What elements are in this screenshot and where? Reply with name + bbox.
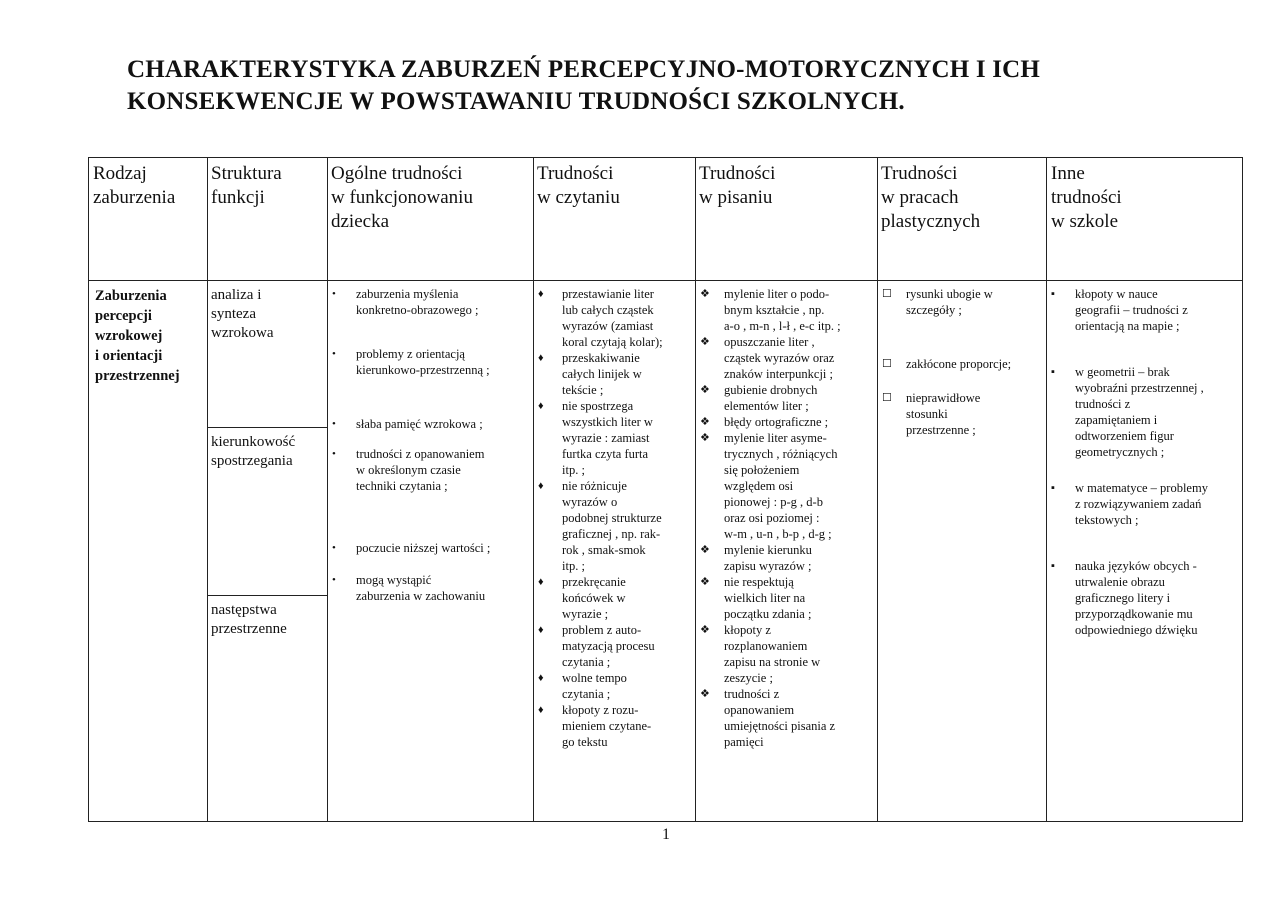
- reading-bullet-icon: ♦: [538, 672, 544, 684]
- other-item: [1051, 286, 1241, 334]
- reading-bullet-icon: ♦: [538, 704, 544, 716]
- reading-item-line: wyrazów (zamiast: [562, 319, 654, 333]
- reading-item-line: mieniem czytane-: [562, 719, 652, 733]
- reading-item: [538, 350, 694, 398]
- other-item-line: nauka języków obcych -: [1075, 559, 1197, 573]
- general-item-line: problemy z orientacją: [356, 347, 465, 361]
- reading-item-line: wyrazie ;: [562, 607, 609, 621]
- general-difficulties-list: [332, 286, 532, 604]
- art-bullet-icon: ☐: [882, 288, 892, 300]
- reading-item-line: tekście ;: [562, 383, 604, 397]
- reading-item-line: przeskakiwanie: [562, 351, 640, 365]
- structure-directionality: kierunkowość spostrzegania: [211, 434, 296, 469]
- column-divider: [1046, 158, 1047, 821]
- reading-item: [538, 398, 694, 478]
- writing-item: [700, 334, 876, 382]
- writing-item-line: oraz osi poziomej :: [724, 511, 820, 525]
- general-item-line: w określonym czasie: [356, 463, 461, 477]
- reading-item-line: czytania ;: [562, 687, 611, 701]
- reading-item-line: wyrazów o: [562, 495, 618, 509]
- writing-item-line: opanowaniem: [724, 703, 795, 717]
- other-item-line: przyporządkowanie mu: [1075, 607, 1193, 621]
- general-item: [332, 540, 532, 556]
- reading-item-line: graficznej , np. rak-: [562, 527, 661, 541]
- reading-item-line: końcówek w: [562, 591, 626, 605]
- reading-item: [538, 286, 694, 350]
- general-item-line: trudności z opanowaniem: [356, 447, 485, 461]
- art-bullet-icon: ☐: [882, 392, 892, 404]
- art-item-line: szczegóły ;: [906, 303, 962, 317]
- writing-item: [700, 542, 876, 574]
- reading-item-line: przestawianie liter: [562, 287, 654, 301]
- other-item-line: w geometrii – brak: [1075, 365, 1170, 379]
- other-item-line: odtworzeniem figur: [1075, 429, 1174, 443]
- other-bullet-icon: ▪: [1051, 560, 1055, 572]
- writing-item-line: w-m , u-n , b-p , d-g ;: [724, 527, 832, 541]
- reading-bullet-icon: ♦: [538, 576, 544, 588]
- general-item-line: kierunkowo-przestrzenną ;: [356, 363, 490, 377]
- reading-item-line: wolne tempo: [562, 671, 627, 685]
- art-item-line: stosunki: [906, 407, 948, 421]
- writing-bullet-icon: ❖: [700, 688, 710, 700]
- writing-bullet-icon: ❖: [700, 624, 710, 636]
- writing-item-line: się położeniem: [724, 463, 800, 477]
- art-difficulties-list: [882, 286, 1045, 438]
- other-item: [1051, 480, 1241, 528]
- header-other-difficulties: Inne trudności w szkole: [1051, 163, 1122, 232]
- reading-item: [538, 670, 694, 702]
- other-item-line: tekstowych ;: [1075, 513, 1139, 527]
- general-item: [332, 446, 532, 494]
- writing-item-line: opuszczanie liter ,: [724, 335, 815, 349]
- structure-divider: [207, 595, 327, 596]
- writing-item: [700, 430, 876, 542]
- writing-item-line: zapisu wyrazów ;: [724, 559, 812, 573]
- reading-item-line: matyzacją procesu: [562, 639, 655, 653]
- column-divider: [877, 158, 878, 821]
- structure-spatial-relations: następstwa przestrzenne: [211, 602, 287, 637]
- column-divider: [327, 158, 328, 821]
- art-item-line: nieprawidłowe: [906, 391, 981, 405]
- general-item: [332, 346, 532, 378]
- structure-divider: [207, 427, 327, 428]
- art-item: [882, 356, 1045, 372]
- other-bullet-icon: ▪: [1051, 288, 1055, 300]
- writing-item: [700, 574, 876, 622]
- art-item: [882, 286, 1045, 318]
- art-item: [882, 390, 1045, 438]
- other-bullet-icon: ▪: [1051, 366, 1055, 378]
- reading-item-line: czytania ;: [562, 655, 611, 669]
- other-difficulties-list: [1051, 286, 1241, 638]
- general-item-line: zaburzenia myślenia: [356, 287, 459, 301]
- art-bullet-icon: ☐: [882, 358, 892, 370]
- reading-item: [538, 702, 694, 750]
- reading-difficulties-list: [538, 286, 694, 750]
- art-item-line: rysunki ubogie w: [906, 287, 993, 301]
- reading-item-line: nie różnicuje: [562, 479, 627, 493]
- general-bullet-icon: •: [332, 574, 336, 586]
- other-item-line: utrwalenie obrazu: [1075, 575, 1165, 589]
- general-item-line: słaba pamięć wzrokowa ;: [356, 417, 483, 431]
- reading-item-line: lub całych cząstek: [562, 303, 654, 317]
- header-writing-difficulties: Trudności w pisaniu: [699, 163, 776, 208]
- reading-item-line: problem z auto-: [562, 623, 642, 637]
- writing-item: [700, 286, 876, 334]
- writing-bullet-icon: ❖: [700, 336, 710, 348]
- page-number: 1: [662, 826, 670, 843]
- other-item-line: geometrycznych ;: [1075, 445, 1165, 459]
- general-item: [332, 416, 532, 432]
- writing-item-line: pionowej : p-g , d-b: [724, 495, 823, 509]
- writing-bullet-icon: ❖: [700, 544, 710, 556]
- general-bullet-icon: •: [332, 542, 336, 554]
- header-disorder-type: Rodzaj zaburzenia: [93, 163, 176, 208]
- general-bullet-icon: •: [332, 418, 336, 430]
- writing-bullet-icon: ❖: [700, 432, 710, 444]
- reading-item-line: wszystkich liter w: [562, 415, 653, 429]
- general-item-line: poczucie niższej wartości ;: [356, 541, 491, 555]
- writing-item-line: gubienie drobnych: [724, 383, 818, 397]
- other-item-line: trudności z: [1075, 397, 1131, 411]
- general-item-line: zaburzenia w zachowaniu: [356, 589, 486, 603]
- reading-item-line: całych linijek w: [562, 367, 642, 381]
- writing-bullet-icon: ❖: [700, 416, 710, 428]
- reading-item-line: podobnej strukturze: [562, 511, 662, 525]
- general-bullet-icon: •: [332, 348, 336, 360]
- column-divider: [533, 158, 534, 821]
- header-function-structure: Struktura funkcji: [211, 163, 282, 208]
- structure-visual-analysis: analiza i synteza wzrokowa: [211, 287, 274, 341]
- writing-item-line: umiejętności pisania z: [724, 719, 836, 733]
- art-item-line: zakłócone proporcje;: [906, 357, 1012, 371]
- writing-item-line: elementów liter ;: [724, 399, 809, 413]
- writing-item-line: nie respektują: [724, 575, 794, 589]
- general-item-line: konkretno-obrazowego ;: [356, 303, 479, 317]
- reading-bullet-icon: ♦: [538, 480, 544, 492]
- column-divider: [207, 158, 208, 821]
- writing-item-line: kłopoty z: [724, 623, 771, 637]
- header-divider: [89, 280, 1242, 281]
- writing-bullet-icon: ❖: [700, 384, 710, 396]
- other-item-line: z rozwiązywaniem zadań: [1075, 497, 1202, 511]
- other-item-line: zapamiętaniem i: [1075, 413, 1158, 427]
- general-item-line: mogą wystąpić: [356, 573, 432, 587]
- reading-item: [538, 478, 694, 574]
- writing-item-line: błędy ortograficzne ;: [724, 415, 829, 429]
- reading-item-line: przekręcanie: [562, 575, 626, 589]
- writing-item-line: zapisu na stronie w: [724, 655, 821, 669]
- writing-item-line: znaków interpunkcji ;: [724, 367, 833, 381]
- writing-item-line: mylenie liter asyme-: [724, 431, 827, 445]
- writing-item: [700, 382, 876, 414]
- reading-item-line: kłopoty z rozu-: [562, 703, 639, 717]
- writing-item: [700, 686, 876, 750]
- writing-item-line: mylenie liter o podo-: [724, 287, 830, 301]
- reading-item-line: itp. ;: [562, 463, 585, 477]
- reading-bullet-icon: ♦: [538, 288, 544, 300]
- writing-difficulties-list: [700, 286, 876, 750]
- reading-item-line: rok , smak-smok: [562, 543, 646, 557]
- writing-item-line: trudności z: [724, 687, 780, 701]
- other-item-line: odpowiedniego dźwięku: [1075, 623, 1198, 637]
- general-item: [332, 572, 532, 604]
- other-item: [1051, 558, 1241, 638]
- header-art-difficulties: Trudności w pracach plastycznych: [881, 163, 981, 232]
- writing-item-line: początku zdania ;: [724, 607, 812, 621]
- header-reading-difficulties: Trudności w czytaniu: [537, 163, 620, 208]
- writing-item: [700, 414, 876, 430]
- other-item-line: geografii – trudności z: [1075, 303, 1188, 317]
- writing-item: [700, 622, 876, 686]
- reading-bullet-icon: ♦: [538, 400, 544, 412]
- reading-item: [538, 622, 694, 670]
- other-item-line: orientacją na mapie ;: [1075, 319, 1180, 333]
- reading-bullet-icon: ♦: [538, 352, 544, 364]
- reading-item-line: go tekstu: [562, 735, 608, 749]
- title-line-2: KONSEKWENCJE W POWSTAWANIU TRUDNOŚCI SZKOLNYCH.: [127, 88, 905, 115]
- reading-bullet-icon: ♦: [538, 624, 544, 636]
- reading-item-line: wyrazie : zamiast: [562, 431, 650, 445]
- writing-item-line: trycznych , różniących: [724, 447, 838, 461]
- other-item-line: kłopoty w nauce: [1075, 287, 1158, 301]
- reading-item-line: koral czytają kolar);: [562, 335, 663, 349]
- reading-item-line: nie spostrzega: [562, 399, 634, 413]
- reading-item-line: furtka czyta furta: [562, 447, 649, 461]
- writing-item-line: wielkich liter na: [724, 591, 806, 605]
- column-divider: [695, 158, 696, 821]
- header-general-difficulties: Ogólne trudności w funkcjonowaniu dziecka: [331, 163, 473, 232]
- title-line-1: CHARAKTERYSTYKA ZABURZEŃ PERCEPCYJNO-MOTORYCZNYCH I ICH: [127, 56, 1041, 83]
- other-item-line: w matematyce – problemy: [1075, 481, 1208, 495]
- writing-item-line: zeszycie ;: [724, 671, 773, 685]
- writing-item-line: cząstek wyrazów oraz: [724, 351, 835, 365]
- writing-item-line: względem osi: [724, 479, 794, 493]
- other-bullet-icon: ▪: [1051, 482, 1055, 494]
- writing-bullet-icon: ❖: [700, 576, 710, 588]
- general-item: [332, 286, 532, 318]
- writing-item-line: a-o , m-n , l-ł , e-c itp. ;: [724, 319, 841, 333]
- writing-item-line: pamięci: [724, 735, 764, 749]
- art-item-line: przestrzenne ;: [906, 423, 976, 437]
- writing-item-line: mylenie kierunku: [724, 543, 812, 557]
- writing-bullet-icon: ❖: [700, 288, 710, 300]
- other-item-line: graficznego litery i: [1075, 591, 1171, 605]
- writing-item-line: rozplanowaniem: [724, 639, 808, 653]
- general-bullet-icon: •: [332, 288, 336, 300]
- general-item-line: techniki czytania ;: [356, 479, 448, 493]
- writing-item-line: bnym kształcie , np.: [724, 303, 825, 317]
- general-bullet-icon: •: [332, 448, 336, 460]
- reading-item-line: itp. ;: [562, 559, 585, 573]
- document-title: [127, 54, 1207, 118]
- reading-item: [538, 574, 694, 622]
- disorders-table: [88, 157, 1243, 822]
- other-item: [1051, 364, 1241, 460]
- row-label-disorder: Zaburzenia percepcji wzrokowej i orientacji przestrzennej: [95, 288, 180, 384]
- other-item-line: wyobraźni przestrzennej ,: [1075, 381, 1204, 395]
